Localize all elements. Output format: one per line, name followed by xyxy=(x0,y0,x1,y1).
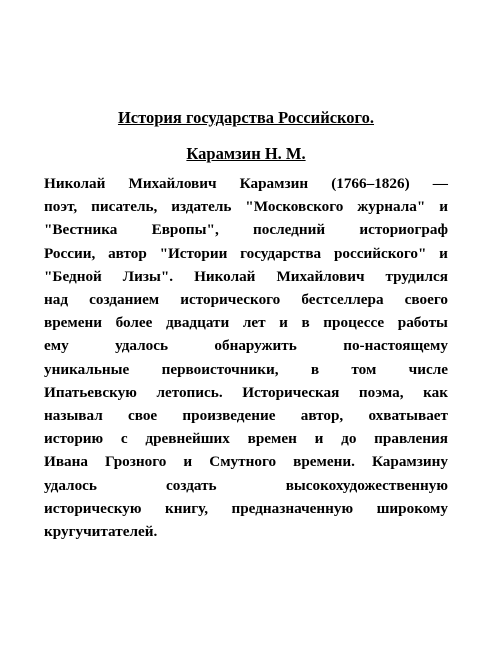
body-word: поэт, xyxy=(44,198,78,216)
body-word: государства xyxy=(240,244,322,262)
body-word: охватывает xyxy=(368,407,448,425)
body-word: Михайлович xyxy=(128,175,217,192)
body-word: том xyxy=(351,360,377,378)
body-paragraph xyxy=(44,172,448,543)
body-word: Николай xyxy=(194,267,256,285)
body-line xyxy=(44,358,448,381)
body-word: Ипатьевскую xyxy=(44,383,137,401)
body-word: и xyxy=(314,430,324,448)
body-word: — xyxy=(432,175,448,192)
body-word: первоисточники, xyxy=(161,360,279,378)
body-word: историограф xyxy=(359,221,448,239)
body-word: Европы", xyxy=(151,221,219,239)
body-line xyxy=(44,404,448,427)
body-word: двадцати xyxy=(165,314,230,332)
body-line xyxy=(44,218,448,241)
body-word: широкому xyxy=(376,499,448,517)
body-word: поэма, xyxy=(358,383,404,401)
body-word: в xyxy=(301,314,310,332)
body-word: трудился xyxy=(385,267,448,285)
body-line xyxy=(44,381,448,404)
body-word: в xyxy=(310,360,320,378)
body-word: времен xyxy=(247,430,297,448)
body-line xyxy=(44,474,448,497)
body-line xyxy=(44,334,448,357)
body-word: над xyxy=(44,291,69,309)
body-word: как xyxy=(423,383,448,401)
body-word: "Бедной xyxy=(44,267,102,285)
document-author: Карамзин Н. М. xyxy=(186,144,306,163)
body-word: обнаружить xyxy=(214,337,297,355)
body-word: числе xyxy=(408,360,448,378)
body-word: России, xyxy=(44,244,96,262)
body-word: и xyxy=(439,244,448,262)
body-word: "Вестника xyxy=(44,221,118,239)
body-word: создать xyxy=(166,476,217,494)
body-word: Карамзину xyxy=(371,453,448,471)
body-word: предназначенную xyxy=(231,499,354,517)
body-word: историческую xyxy=(44,499,142,517)
body-word: до xyxy=(341,430,357,448)
body-line xyxy=(44,242,448,265)
body-word: времени. xyxy=(293,453,355,471)
body-word: с xyxy=(120,430,128,448)
body-line xyxy=(44,427,448,450)
body-line xyxy=(44,172,448,195)
body-word: и xyxy=(183,453,193,471)
body-word: бестселлера xyxy=(301,291,384,309)
body-line xyxy=(44,195,448,218)
body-word: российского" xyxy=(333,244,427,262)
body-word: Грозного xyxy=(105,453,167,471)
body-word: времени xyxy=(44,314,102,332)
body-word: ему xyxy=(44,337,69,355)
body-word: своего xyxy=(404,291,448,309)
body-word: кругу xyxy=(44,523,84,541)
body-word: процессе xyxy=(323,314,385,332)
body-word: созданием xyxy=(89,291,160,309)
body-word: удалось xyxy=(115,337,168,355)
body-line xyxy=(44,520,448,543)
body-word: и xyxy=(279,314,288,332)
body-word: Историческая xyxy=(242,383,340,401)
body-word: высокохудожественную xyxy=(285,476,448,494)
body-word: журнала" xyxy=(357,198,426,216)
body-word: удалось xyxy=(44,476,97,494)
body-word: лет xyxy=(242,314,266,332)
body-word: древнейших xyxy=(145,430,230,448)
body-word: писатель, xyxy=(91,198,158,216)
body-word: по-настоящему xyxy=(343,337,448,355)
body-word: автор xyxy=(108,244,147,262)
body-word: Лизы". xyxy=(122,267,174,285)
body-word: Михайлович xyxy=(276,267,365,285)
body-word: Ивана xyxy=(44,453,88,471)
body-word: свое xyxy=(128,407,158,425)
body-word: последний xyxy=(253,221,326,239)
body-line xyxy=(44,288,448,311)
body-word: исторического xyxy=(180,291,281,309)
body-word: называл xyxy=(44,407,103,425)
body-line xyxy=(44,311,448,334)
body-line xyxy=(44,497,448,520)
body-word: работы xyxy=(397,314,448,332)
body-word: Карамзин xyxy=(239,175,309,192)
body-word: летопись. xyxy=(156,383,223,401)
body-word: (1766–1826) xyxy=(331,175,410,192)
body-word: Смутного xyxy=(209,453,277,471)
body-line xyxy=(44,265,448,288)
body-word: произведение xyxy=(182,407,276,425)
document-page xyxy=(44,108,448,543)
body-word: историю xyxy=(44,430,104,448)
body-word: Николай xyxy=(44,175,106,192)
body-word: уникальные xyxy=(44,360,130,378)
body-word: и xyxy=(439,198,448,216)
body-word: читателей. xyxy=(83,523,158,541)
body-line xyxy=(44,450,448,473)
body-word: правления xyxy=(374,430,448,448)
body-word: "Московского xyxy=(245,198,344,216)
body-word: издатель xyxy=(171,198,232,216)
body-word: автор, xyxy=(300,407,344,425)
body-word: "Истории xyxy=(159,244,228,262)
body-word: книгу, xyxy=(164,499,209,517)
body-word: более xyxy=(115,314,153,332)
document-title: История государства Российского. xyxy=(117,108,375,127)
